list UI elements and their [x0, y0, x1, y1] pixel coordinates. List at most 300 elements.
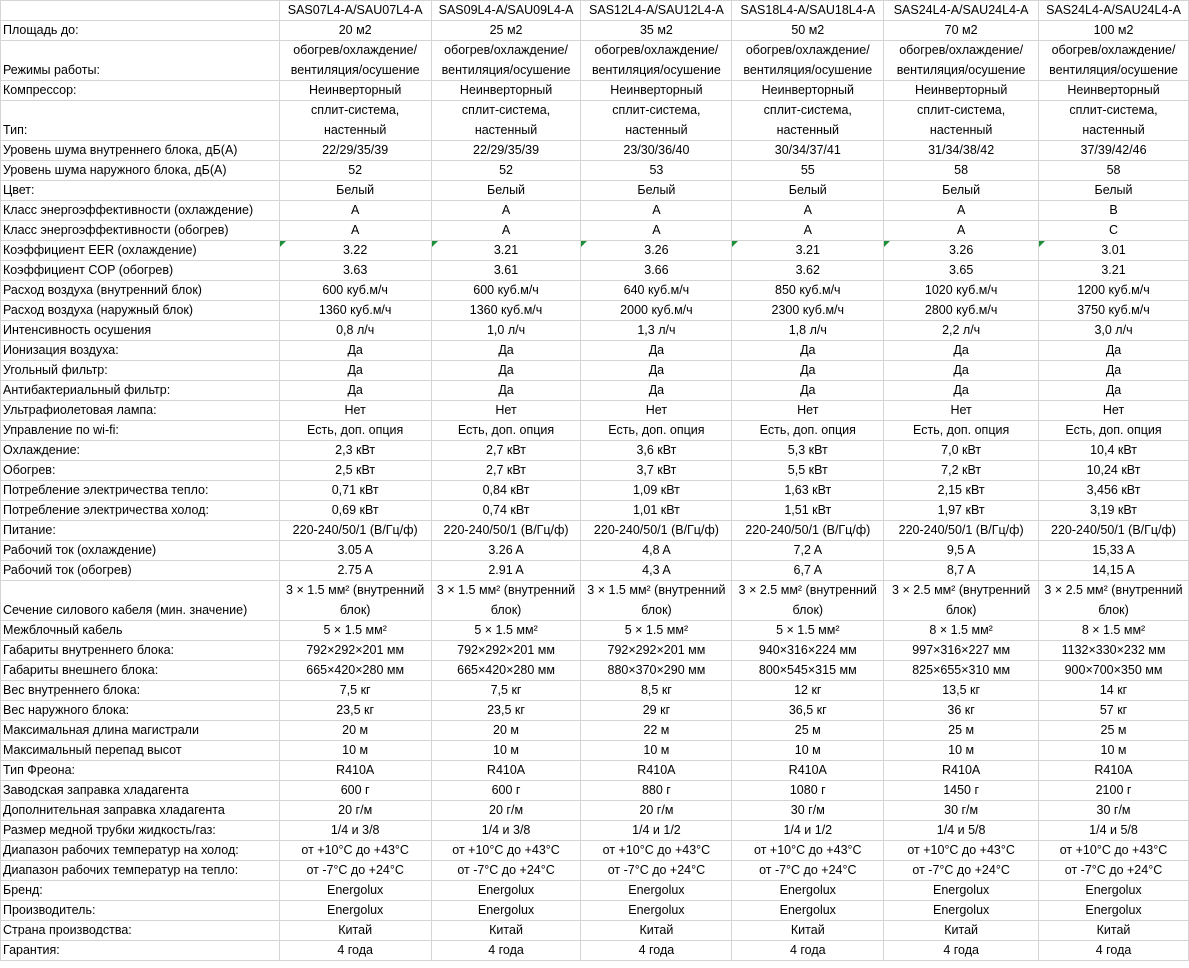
spec-value-cell[interactable]: 23/30/36/40	[581, 141, 732, 161]
spec-value-cell[interactable]: 7,5 кг	[431, 681, 581, 701]
spec-value-cell[interactable]: Белый	[884, 181, 1039, 201]
spec-value-cell[interactable]: 825×655×310 мм	[884, 661, 1039, 681]
spec-value-cell[interactable]: Да	[732, 341, 884, 361]
spec-value-cell[interactable]: 1,51 кВт	[732, 501, 884, 521]
spec-value-cell[interactable]: 52	[431, 161, 581, 181]
spec-value-cell[interactable]: 1/4 и 1/2	[581, 821, 732, 841]
spec-value-cell[interactable]: 1,01 кВт	[581, 501, 732, 521]
spec-value-cell[interactable]: Energolux	[1039, 881, 1189, 901]
spec-value-cell[interactable]: 792×292×201 мм	[581, 641, 732, 661]
spec-value-cell[interactable]: 2000 куб.м/ч	[581, 301, 732, 321]
spec-value-cell[interactable]: 1200 куб.м/ч	[1039, 281, 1189, 301]
spec-value-cell[interactable]: A	[884, 201, 1039, 221]
spec-value-cell[interactable]: 2800 куб.м/ч	[884, 301, 1039, 321]
spec-label-cell[interactable]: Страна производства:	[1, 921, 280, 941]
spec-value-cell[interactable]: 3,6 кВт	[581, 441, 732, 461]
spec-value-cell[interactable]: 220-240/50/1 (В/Гц/ф)	[431, 521, 581, 541]
spec-value-cell[interactable]: A	[279, 201, 431, 221]
spec-value-cell[interactable]: 2,3 кВт	[279, 441, 431, 461]
spec-value-cell[interactable]: 20 г/м	[279, 801, 431, 821]
spec-value-cell[interactable]: A	[431, 201, 581, 221]
spec-value-cell[interactable]: 1/4 и 1/2	[732, 821, 884, 841]
spec-value-cell[interactable]: R410A	[1039, 761, 1189, 781]
spec-label-cell[interactable]: Вес внутреннего блока:	[1, 681, 280, 701]
spec-label-cell[interactable]: Максимальный перепад высот	[1, 741, 280, 761]
spec-value-cell[interactable]: 0,71 кВт	[279, 481, 431, 501]
model-header-cell[interactable]: SAS24L4-A/SAU24L4-A	[1039, 1, 1189, 21]
spec-value-cell[interactable]: 8 × 1.5 мм²	[884, 621, 1039, 641]
spec-value-cell[interactable]: 3.61	[431, 261, 581, 281]
spec-value-cell[interactable]: 900×700×350 мм	[1039, 661, 1189, 681]
spec-value-cell[interactable]: 3.05 A	[279, 541, 431, 561]
spec-value-cell[interactable]: сплит-система, настенный	[732, 101, 884, 141]
spec-value-cell[interactable]: A	[431, 221, 581, 241]
spec-label-cell[interactable]: Сечение силового кабеля (мин. значение)	[1, 581, 280, 621]
spec-value-cell[interactable]: 23,5 кг	[431, 701, 581, 721]
spec-label-cell[interactable]: Заводская заправка хладагента	[1, 781, 280, 801]
spec-value-cell[interactable]: 600 куб.м/ч	[279, 281, 431, 301]
spec-value-cell[interactable]: C	[1039, 221, 1189, 241]
spec-value-cell[interactable]: 22/29/35/39	[431, 141, 581, 161]
spec-value-cell[interactable]: 600 куб.м/ч	[431, 281, 581, 301]
spec-value-cell[interactable]: 940×316×224 мм	[732, 641, 884, 661]
spec-value-cell[interactable]: Неинверторный	[732, 81, 884, 101]
spec-value-cell[interactable]: 0,69 кВт	[279, 501, 431, 521]
model-header-cell[interactable]: SAS09L4-A/SAU09L4-A	[431, 1, 581, 21]
spec-value-cell[interactable]: 3.26	[884, 241, 1039, 261]
spec-value-cell[interactable]: 1,09 кВт	[581, 481, 732, 501]
header-corner-cell[interactable]	[1, 1, 280, 21]
spec-value-cell[interactable]: 2.91 A	[431, 561, 581, 581]
spec-value-cell[interactable]: сплит-система, настенный	[884, 101, 1039, 141]
spec-value-cell[interactable]: Есть, доп. опция	[431, 421, 581, 441]
spec-value-cell[interactable]: от -7°С до +24°С	[581, 861, 732, 881]
spec-value-cell[interactable]: 2,7 кВт	[431, 461, 581, 481]
spec-value-cell[interactable]: обогрев/охлаждение/ вентиляция/осушение	[581, 41, 732, 81]
spec-value-cell[interactable]: A	[884, 221, 1039, 241]
spec-value-cell[interactable]: 997×316×227 мм	[884, 641, 1039, 661]
spec-value-cell[interactable]: 1,3 л/ч	[581, 321, 732, 341]
spec-value-cell[interactable]: 10,24 кВт	[1039, 461, 1189, 481]
spec-value-cell[interactable]: 5 × 1.5 мм²	[431, 621, 581, 641]
spec-value-cell[interactable]: сплит-система, настенный	[581, 101, 732, 141]
spec-value-cell[interactable]: 58	[884, 161, 1039, 181]
spec-value-cell[interactable]: 70 м2	[884, 21, 1039, 41]
spec-label-cell[interactable]: Диапазон рабочих температур на холод:	[1, 841, 280, 861]
spec-value-cell[interactable]: 5 × 1.5 мм²	[279, 621, 431, 641]
spec-value-cell[interactable]: Есть, доп. опция	[279, 421, 431, 441]
spec-value-cell[interactable]: 3,456 кВт	[1039, 481, 1189, 501]
spec-value-cell[interactable]: Есть, доп. опция	[884, 421, 1039, 441]
spec-value-cell[interactable]: Нет	[1039, 401, 1189, 421]
spec-value-cell[interactable]: Да	[732, 361, 884, 381]
spec-value-cell[interactable]: от +10°С до +43°С	[279, 841, 431, 861]
spec-value-cell[interactable]: от -7°С до +24°С	[732, 861, 884, 881]
spec-label-cell[interactable]: Площадь до:	[1, 21, 280, 41]
spec-value-cell[interactable]: 35 м2	[581, 21, 732, 41]
spec-value-cell[interactable]: 5 × 1.5 мм²	[732, 621, 884, 641]
spec-value-cell[interactable]: от +10°С до +43°С	[732, 841, 884, 861]
spec-value-cell[interactable]: 0,84 кВт	[431, 481, 581, 501]
spec-value-cell[interactable]: Energolux	[581, 901, 732, 921]
spec-value-cell[interactable]: 5,3 кВт	[732, 441, 884, 461]
spec-value-cell[interactable]: Китай	[581, 921, 732, 941]
spec-value-cell[interactable]: от -7°С до +24°С	[884, 861, 1039, 881]
spec-value-cell[interactable]: Белый	[431, 181, 581, 201]
spec-label-cell[interactable]: Ультрафиолетовая лампа:	[1, 401, 280, 421]
spec-value-cell[interactable]: A	[732, 201, 884, 221]
spec-label-cell[interactable]: Интенсивность осушения	[1, 321, 280, 341]
spec-value-cell[interactable]: 792×292×201 мм	[431, 641, 581, 661]
spec-value-cell[interactable]: 52	[279, 161, 431, 181]
spec-value-cell[interactable]: 14 кг	[1039, 681, 1189, 701]
model-header-cell[interactable]: SAS07L4-A/SAU07L4-A	[279, 1, 431, 21]
spec-label-cell[interactable]: Антибактериальный фильтр:	[1, 381, 280, 401]
spec-value-cell[interactable]: 3,19 кВт	[1039, 501, 1189, 521]
spec-label-cell[interactable]: Охлаждение:	[1, 441, 280, 461]
spec-value-cell[interactable]: 5,5 кВт	[732, 461, 884, 481]
spec-value-cell[interactable]: 30 г/м	[732, 801, 884, 821]
spec-value-cell[interactable]: 20 м	[279, 721, 431, 741]
spec-value-cell[interactable]: Да	[1039, 341, 1189, 361]
spec-value-cell[interactable]: R410A	[732, 761, 884, 781]
spec-label-cell[interactable]: Вес наружного блока:	[1, 701, 280, 721]
spec-value-cell[interactable]: Китай	[884, 921, 1039, 941]
spec-value-cell[interactable]: Нет	[732, 401, 884, 421]
spec-label-cell[interactable]: Класс энергоэффективности (обогрев)	[1, 221, 280, 241]
spec-value-cell[interactable]: Да	[431, 341, 581, 361]
spec-value-cell[interactable]: 1080 г	[732, 781, 884, 801]
spec-value-cell[interactable]: 3.21	[1039, 261, 1189, 281]
spec-value-cell[interactable]: Energolux	[581, 881, 732, 901]
spec-value-cell[interactable]: Да	[581, 361, 732, 381]
spec-value-cell[interactable]: 36,5 кг	[732, 701, 884, 721]
spec-value-cell[interactable]: 3.65	[884, 261, 1039, 281]
spec-value-cell[interactable]: Да	[1039, 361, 1189, 381]
spec-value-cell[interactable]: A	[732, 221, 884, 241]
spec-value-cell[interactable]: 220-240/50/1 (В/Гц/ф)	[581, 521, 732, 541]
spec-value-cell[interactable]: 3.63	[279, 261, 431, 281]
spec-value-cell[interactable]: 2,15 кВт	[884, 481, 1039, 501]
spec-value-cell[interactable]: 640 куб.м/ч	[581, 281, 732, 301]
spec-value-cell[interactable]: 3.22	[279, 241, 431, 261]
spec-value-cell[interactable]: 6,7 A	[732, 561, 884, 581]
spec-value-cell[interactable]: 0,74 кВт	[431, 501, 581, 521]
spec-value-cell[interactable]: 4 года	[1039, 941, 1189, 961]
spec-value-cell[interactable]: Неинверторный	[581, 81, 732, 101]
spec-value-cell[interactable]: 220-240/50/1 (В/Гц/ф)	[884, 521, 1039, 541]
model-header-cell[interactable]: SAS24L4-A/SAU24L4-A	[884, 1, 1039, 21]
spec-value-cell[interactable]: Китай	[732, 921, 884, 941]
spec-value-cell[interactable]: Да	[431, 381, 581, 401]
spec-value-cell[interactable]: Energolux	[279, 881, 431, 901]
spec-value-cell[interactable]: 1360 куб.м/ч	[431, 301, 581, 321]
spec-label-cell[interactable]: Потребление электричества тепло:	[1, 481, 280, 501]
spec-value-cell[interactable]: 2,7 кВт	[431, 441, 581, 461]
spec-value-cell[interactable]: Белый	[279, 181, 431, 201]
spec-value-cell[interactable]: Нет	[581, 401, 732, 421]
model-header-cell[interactable]: SAS12L4-A/SAU12L4-A	[581, 1, 732, 21]
spec-value-cell[interactable]: 2100 г	[1039, 781, 1189, 801]
spec-value-cell[interactable]: 9,5 A	[884, 541, 1039, 561]
spec-value-cell[interactable]: Белый	[581, 181, 732, 201]
spec-value-cell[interactable]: Да	[884, 361, 1039, 381]
spec-value-cell[interactable]: 13,5 кг	[884, 681, 1039, 701]
spec-value-cell[interactable]: обогрев/охлаждение/ вентиляция/осушение	[1039, 41, 1189, 81]
spec-value-cell[interactable]: 4 года	[581, 941, 732, 961]
spec-value-cell[interactable]: 7,2 кВт	[884, 461, 1039, 481]
spec-value-cell[interactable]: 1/4 и 5/8	[1039, 821, 1189, 841]
spec-label-cell[interactable]: Угольный фильтр:	[1, 361, 280, 381]
spec-value-cell[interactable]: 3,0 л/ч	[1039, 321, 1189, 341]
model-header-cell[interactable]: SAS18L4-A/SAU18L4-A	[732, 1, 884, 21]
spec-label-cell[interactable]: Расход воздуха (наружный блок)	[1, 301, 280, 321]
spec-label-cell[interactable]: Рабочий ток (охлаждение)	[1, 541, 280, 561]
spec-value-cell[interactable]: Китай	[431, 921, 581, 941]
spec-value-cell[interactable]: 3 × 1.5 мм² (внутренний блок)	[581, 581, 732, 621]
spec-value-cell[interactable]: 800×545×315 мм	[732, 661, 884, 681]
spec-value-cell[interactable]: Да	[279, 381, 431, 401]
spec-label-cell[interactable]: Питание:	[1, 521, 280, 541]
spec-value-cell[interactable]: 8,7 A	[884, 561, 1039, 581]
spec-value-cell[interactable]: 2,2 л/ч	[884, 321, 1039, 341]
spec-value-cell[interactable]: 880×370×290 мм	[581, 661, 732, 681]
spec-value-cell[interactable]: 20 г/м	[581, 801, 732, 821]
spec-value-cell[interactable]: 53	[581, 161, 732, 181]
spec-value-cell[interactable]: 22/29/35/39	[279, 141, 431, 161]
spec-value-cell[interactable]: R410A	[884, 761, 1039, 781]
spec-value-cell[interactable]: R410A	[581, 761, 732, 781]
spec-label-cell[interactable]: Габариты внутреннего блока:	[1, 641, 280, 661]
spec-value-cell[interactable]: 20 г/м	[431, 801, 581, 821]
spec-value-cell[interactable]: 220-240/50/1 (В/Гц/ф)	[1039, 521, 1189, 541]
spec-value-cell[interactable]: 10 м	[732, 741, 884, 761]
spec-value-cell[interactable]: 2.75 A	[279, 561, 431, 581]
spec-value-cell[interactable]: 1,97 кВт	[884, 501, 1039, 521]
spec-value-cell[interactable]: 3.66	[581, 261, 732, 281]
spec-value-cell[interactable]: Нет	[431, 401, 581, 421]
spec-value-cell[interactable]: 1450 г	[884, 781, 1039, 801]
spec-label-cell[interactable]: Обогрев:	[1, 461, 280, 481]
spec-value-cell[interactable]: A	[279, 221, 431, 241]
spec-value-cell[interactable]: обогрев/охлаждение/ вентиляция/осушение	[732, 41, 884, 81]
spec-value-cell[interactable]: 25 м	[732, 721, 884, 741]
spec-value-cell[interactable]: 0,8 л/ч	[279, 321, 431, 341]
spec-value-cell[interactable]: Китай	[279, 921, 431, 941]
spec-label-cell[interactable]: Цвет:	[1, 181, 280, 201]
spec-value-cell[interactable]: 600 г	[431, 781, 581, 801]
spec-value-cell[interactable]: 3 × 2.5 мм² (внутренний блок)	[732, 581, 884, 621]
spec-label-cell[interactable]: Межблочный кабель	[1, 621, 280, 641]
spec-value-cell[interactable]: 30 г/м	[1039, 801, 1189, 821]
spec-value-cell[interactable]: 3 × 1.5 мм² (внутренний блок)	[431, 581, 581, 621]
spec-value-cell[interactable]: 665×420×280 мм	[279, 661, 431, 681]
spec-value-cell[interactable]: 3,7 кВт	[581, 461, 732, 481]
spec-value-cell[interactable]: Белый	[732, 181, 884, 201]
spec-value-cell[interactable]: 1,8 л/ч	[732, 321, 884, 341]
spec-value-cell[interactable]: Да	[581, 341, 732, 361]
spec-label-cell[interactable]: Управление по wi-fi:	[1, 421, 280, 441]
spec-value-cell[interactable]: Есть, доп. опция	[732, 421, 884, 441]
spec-value-cell[interactable]: сплит-система, настенный	[279, 101, 431, 141]
spec-value-cell[interactable]: 792×292×201 мм	[279, 641, 431, 661]
spec-value-cell[interactable]: 600 г	[279, 781, 431, 801]
spec-value-cell[interactable]: 31/34/38/42	[884, 141, 1039, 161]
spec-value-cell[interactable]: 100 м2	[1039, 21, 1189, 41]
spec-label-cell[interactable]: Дополнительная заправка хладагента	[1, 801, 280, 821]
spec-label-cell[interactable]: Коэффициент EER (охлаждение)	[1, 241, 280, 261]
spec-value-cell[interactable]: 8 × 1.5 мм²	[1039, 621, 1189, 641]
spec-value-cell[interactable]: 1360 куб.м/ч	[279, 301, 431, 321]
spec-value-cell[interactable]: от +10°С до +43°С	[431, 841, 581, 861]
spec-value-cell[interactable]: 1132×330×232 мм	[1039, 641, 1189, 661]
spec-value-cell[interactable]: Китай	[1039, 921, 1189, 941]
spec-value-cell[interactable]: Да	[732, 381, 884, 401]
spec-value-cell[interactable]: Да	[431, 361, 581, 381]
spec-value-cell[interactable]: R410A	[279, 761, 431, 781]
spec-label-cell[interactable]: Расход воздуха (внутренний блок)	[1, 281, 280, 301]
spec-value-cell[interactable]: 3.26 A	[431, 541, 581, 561]
spec-value-cell[interactable]: Да	[581, 381, 732, 401]
spec-value-cell[interactable]: 10 м	[1039, 741, 1189, 761]
spec-value-cell[interactable]: обогрев/охлаждение/ вентиляция/осушение	[884, 41, 1039, 81]
spec-value-cell[interactable]: Нет	[884, 401, 1039, 421]
spec-value-cell[interactable]: 25 м	[1039, 721, 1189, 741]
spec-value-cell[interactable]: 850 куб.м/ч	[732, 281, 884, 301]
spec-value-cell[interactable]: 57 кг	[1039, 701, 1189, 721]
spec-value-cell[interactable]: Белый	[1039, 181, 1189, 201]
spec-value-cell[interactable]: 5 × 1.5 мм²	[581, 621, 732, 641]
spec-value-cell[interactable]: 58	[1039, 161, 1189, 181]
spec-value-cell[interactable]: A	[581, 221, 732, 241]
spec-value-cell[interactable]: Energolux	[431, 901, 581, 921]
spec-value-cell[interactable]: 7,5 кг	[279, 681, 431, 701]
spec-value-cell[interactable]: 4 года	[732, 941, 884, 961]
spec-value-cell[interactable]: 37/39/42/46	[1039, 141, 1189, 161]
spec-value-cell[interactable]: 23,5 кг	[279, 701, 431, 721]
spec-value-cell[interactable]: Energolux	[1039, 901, 1189, 921]
spec-label-cell[interactable]: Компрессор:	[1, 81, 280, 101]
spec-value-cell[interactable]: Energolux	[279, 901, 431, 921]
spec-value-cell[interactable]: A	[581, 201, 732, 221]
spec-value-cell[interactable]: Неинверторный	[431, 81, 581, 101]
spec-label-cell[interactable]: Ионизация воздуха:	[1, 341, 280, 361]
spec-value-cell[interactable]: 1,0 л/ч	[431, 321, 581, 341]
spec-value-cell[interactable]: от -7°С до +24°С	[1039, 861, 1189, 881]
spec-value-cell[interactable]: 36 кг	[884, 701, 1039, 721]
spec-value-cell[interactable]: 30/34/37/41	[732, 141, 884, 161]
spec-value-cell[interactable]: Energolux	[431, 881, 581, 901]
spec-value-cell[interactable]: 10,4 кВт	[1039, 441, 1189, 461]
spec-value-cell[interactable]: Да	[279, 361, 431, 381]
spec-value-cell[interactable]: сплит-система, настенный	[431, 101, 581, 141]
spec-value-cell[interactable]: 2300 куб.м/ч	[732, 301, 884, 321]
spec-value-cell[interactable]: Неинверторный	[884, 81, 1039, 101]
spec-value-cell[interactable]: 29 кг	[581, 701, 732, 721]
spec-value-cell[interactable]: Да	[884, 341, 1039, 361]
spec-value-cell[interactable]: Energolux	[884, 881, 1039, 901]
spec-value-cell[interactable]: 20 м	[431, 721, 581, 741]
spec-value-cell[interactable]: обогрев/охлаждение/ вентиляция/осушение	[431, 41, 581, 81]
spec-label-cell[interactable]: Максимальная длина магистрали	[1, 721, 280, 741]
spec-value-cell[interactable]: 220-240/50/1 (В/Гц/ф)	[279, 521, 431, 541]
spec-value-cell[interactable]: 3 × 2.5 мм² (внутренний блок)	[1039, 581, 1189, 621]
spec-label-cell[interactable]: Диапазон рабочих температур на тепло:	[1, 861, 280, 881]
spec-value-cell[interactable]: 3.21	[732, 241, 884, 261]
spec-value-cell[interactable]: Да	[1039, 381, 1189, 401]
spec-value-cell[interactable]: 8,5 кг	[581, 681, 732, 701]
spec-value-cell[interactable]: 1/4 и 3/8	[431, 821, 581, 841]
spec-value-cell[interactable]: 10 м	[884, 741, 1039, 761]
spec-value-cell[interactable]: Неинверторный	[279, 81, 431, 101]
spec-value-cell[interactable]: 50 м2	[732, 21, 884, 41]
spec-value-cell[interactable]: 3.26	[581, 241, 732, 261]
spec-value-cell[interactable]: 1,63 кВт	[732, 481, 884, 501]
spec-value-cell[interactable]: 220-240/50/1 (В/Гц/ф)	[732, 521, 884, 541]
spec-label-cell[interactable]: Тип Фреона:	[1, 761, 280, 781]
spec-label-cell[interactable]: Потребление электричества холод:	[1, 501, 280, 521]
spec-value-cell[interactable]: 3.01	[1039, 241, 1189, 261]
spec-value-cell[interactable]: 2,5 кВт	[279, 461, 431, 481]
spec-value-cell[interactable]: от -7°С до +24°С	[279, 861, 431, 881]
spec-value-cell[interactable]: от +10°С до +43°С	[1039, 841, 1189, 861]
spec-value-cell[interactable]: 3750 куб.м/ч	[1039, 301, 1189, 321]
spec-value-cell[interactable]: 12 кг	[732, 681, 884, 701]
spec-value-cell[interactable]: 7,2 A	[732, 541, 884, 561]
spec-label-cell[interactable]: Режимы работы:	[1, 41, 280, 81]
spec-value-cell[interactable]: 20 м2	[279, 21, 431, 41]
spec-value-cell[interactable]: от -7°С до +24°С	[431, 861, 581, 881]
spec-value-cell[interactable]: 15,33 A	[1039, 541, 1189, 561]
spec-value-cell[interactable]: 10 м	[279, 741, 431, 761]
spec-label-cell[interactable]: Коэффициент COP (обогрев)	[1, 261, 280, 281]
spec-value-cell[interactable]: Energolux	[884, 901, 1039, 921]
spec-label-cell[interactable]: Уровень шума внутреннего блока, дБ(А)	[1, 141, 280, 161]
spec-value-cell[interactable]: 14,15 A	[1039, 561, 1189, 581]
spec-label-cell[interactable]: Класс энергоэффективности (охлаждение)	[1, 201, 280, 221]
spec-value-cell[interactable]: 25 м2	[431, 21, 581, 41]
spec-value-cell[interactable]: 22 м	[581, 721, 732, 741]
spec-value-cell[interactable]: 4 года	[431, 941, 581, 961]
spec-value-cell[interactable]: 10 м	[581, 741, 732, 761]
spec-value-cell[interactable]: 3 × 1.5 мм² (внутренний блок)	[279, 581, 431, 621]
spec-value-cell[interactable]: 7,0 кВт	[884, 441, 1039, 461]
spec-label-cell[interactable]: Габариты внешнего блока:	[1, 661, 280, 681]
spec-value-cell[interactable]: Нет	[279, 401, 431, 421]
spec-value-cell[interactable]: 4,3 A	[581, 561, 732, 581]
spec-value-cell[interactable]: Energolux	[732, 901, 884, 921]
spec-value-cell[interactable]: Есть, доп. опция	[581, 421, 732, 441]
spec-value-cell[interactable]: 55	[732, 161, 884, 181]
spec-value-cell[interactable]: 1/4 и 3/8	[279, 821, 431, 841]
spec-value-cell[interactable]: Есть, доп. опция	[1039, 421, 1189, 441]
spec-value-cell[interactable]: Да	[279, 341, 431, 361]
spec-label-cell[interactable]: Бренд:	[1, 881, 280, 901]
spec-value-cell[interactable]: 25 м	[884, 721, 1039, 741]
spec-label-cell[interactable]: Уровень шума наружного блока, дБ(А)	[1, 161, 280, 181]
spec-value-cell[interactable]: от +10°С до +43°С	[581, 841, 732, 861]
spec-value-cell[interactable]: 3.21	[431, 241, 581, 261]
spec-value-cell[interactable]: 1020 куб.м/ч	[884, 281, 1039, 301]
spec-value-cell[interactable]: 4,8 A	[581, 541, 732, 561]
spec-value-cell[interactable]: 10 м	[431, 741, 581, 761]
spec-value-cell[interactable]: R410A	[431, 761, 581, 781]
spec-value-cell[interactable]: 880 г	[581, 781, 732, 801]
spec-value-cell[interactable]: Неинверторный	[1039, 81, 1189, 101]
spec-value-cell[interactable]: Да	[884, 381, 1039, 401]
spec-label-cell[interactable]: Производитель:	[1, 901, 280, 921]
spec-value-cell[interactable]: 3.62	[732, 261, 884, 281]
